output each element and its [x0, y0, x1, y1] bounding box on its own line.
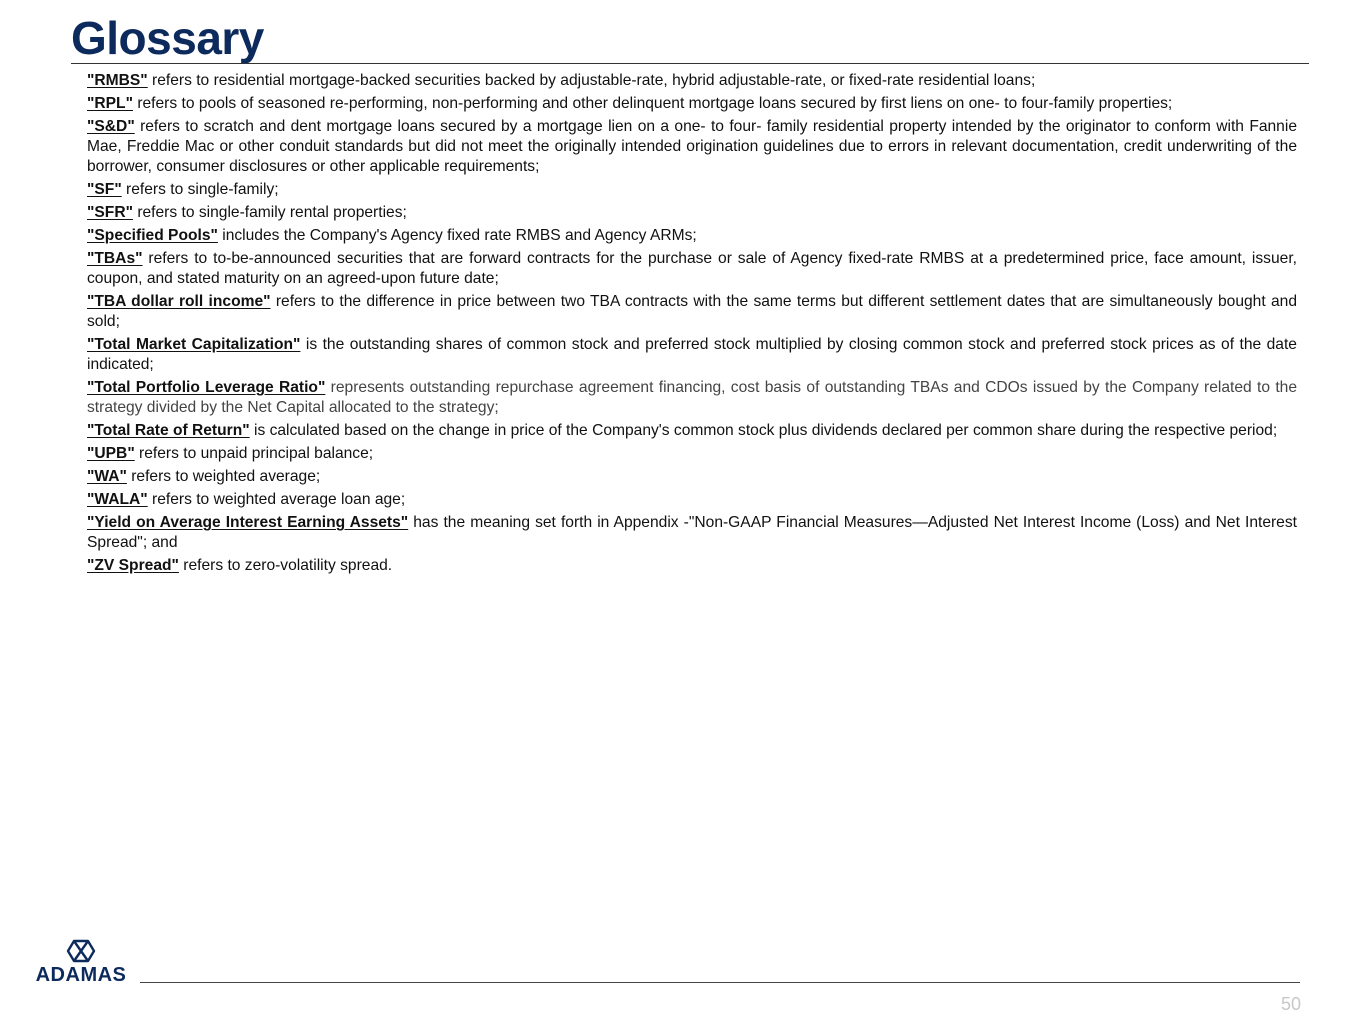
glossary-definition: refers to single-family rental properties;	[132, 204, 407, 221]
glossary-term[interactable]: "ZV Spread"	[87, 557, 179, 574]
glossary-definition: refers to unpaid principal balance;	[134, 445, 374, 462]
glossary-entry-sfr	[87, 203, 1297, 223]
glossary-entry-upb	[87, 444, 1297, 464]
glossary-term[interactable]: "UPB"	[87, 445, 135, 462]
glossary-definition: refers to pools of seasoned re-performing, non-performing and other delinquent mortgage loans secured by first liens on one- to four-family properties;	[132, 95, 1173, 112]
company-logo	[26, 938, 136, 988]
page-number: 50	[1280, 994, 1301, 1014]
glossary-definition: is calculated based on the change in price of the Company's common stock plus dividends declared per common share during the respective period;	[249, 422, 1278, 439]
glossary-entry-zv-spread	[87, 556, 1297, 576]
glossary-term[interactable]: "WALA"	[87, 491, 148, 508]
glossary-entry-wala	[87, 490, 1297, 510]
glossary-entry-tba-dollar-roll-income	[87, 292, 1297, 332]
glossary-term[interactable]: "RMBS"	[87, 72, 148, 89]
glossary-definition: refers to single-family;	[121, 181, 279, 198]
glossary-definition: refers to weighted average loan age;	[147, 491, 406, 508]
glossary-definition: refers to zero-volatility spread.	[178, 557, 393, 574]
glossary-entry-total-rate-of-return	[87, 421, 1297, 441]
glossary-entry-total-portfolio-leverage-ratio	[87, 378, 1297, 418]
glossary-definition: refers to residential mortgage-backed securities backed by adjustable-rate, hybrid adjustable-rate, or fixed-rate residential loans;	[147, 72, 1036, 89]
glossary-definition: refers to the difference in price between two TBA contracts with the same terms but different settlement dates that are simultaneously bought and sold;	[87, 293, 1298, 330]
page-title: Glossary	[71, 12, 264, 64]
glossary-definition: refers to scratch and dent mortgage loans secured by a mortgage lien on a one- to four- family residential property intended by the originator to conform with Fannie Mae, Freddie Mac or other conduit standards but did not meet the originally intended origination guidelines due to errors in relevant documentation, credit underwriting of the borrower, consumer disclosures or other applicable requirements;	[87, 118, 1297, 175]
footer-divider	[140, 982, 1300, 983]
glossary-list	[87, 71, 1297, 579]
glossary-entry-wa	[87, 467, 1297, 487]
glossary-term[interactable]: "Total Rate of Return"	[87, 422, 250, 439]
glossary-term[interactable]: "TBAs"	[87, 250, 143, 267]
glossary-definition: has the meaning set forth in Appendix -"Non-GAAP Financial Measures—Adjusted Net Interest Income (Loss) and Net Interest Spread"; and	[87, 514, 1297, 551]
glossary-term[interactable]: "Specified Pools"	[87, 227, 218, 244]
glossary-definition: refers to to-be-announced securities that are forward contracts for the purchase or sale of Agency fixed-rate RMBS at a predetermined price, face amount, issuer, coupon, and stated maturity on an agreed-upon future date;	[87, 250, 1297, 287]
glossary-entry-total-market-capitalization	[87, 335, 1297, 375]
glossary-term[interactable]: "RPL"	[87, 95, 133, 112]
glossary-entry-specified-pools	[87, 226, 1297, 246]
adamas-diamond-logo-icon	[63, 938, 99, 964]
glossary-definition: is the outstanding shares of common stock and preferred stock multiplied by closing common stock and preferred stock prices as of the date indicated;	[87, 336, 1297, 373]
glossary-term[interactable]: "TBA dollar roll income"	[87, 293, 271, 310]
glossary-term[interactable]: "Yield on Average Interest Earning Assets"	[87, 514, 409, 531]
glossary-entry-tbas	[87, 249, 1297, 289]
glossary-term[interactable]: "Total Market Capitalization"	[87, 336, 301, 353]
glossary-term[interactable]: "S&D"	[87, 118, 135, 135]
glossary-term[interactable]: "SF"	[87, 181, 122, 198]
glossary-definition: represents outstanding repurchase agreement financing, cost basis of outstanding TBAs and CDOs issued by the Company related to the strategy divided by the Net Capital allocated to the strategy;	[87, 379, 1298, 416]
glossary-entry-rmbs	[87, 71, 1297, 91]
glossary-term[interactable]: "WA"	[87, 468, 127, 485]
glossary-definition: includes the Company's Agency fixed rate RMBS and Agency ARMs;	[217, 227, 697, 244]
logo-wordmark: ADAMAS	[35, 964, 127, 986]
title-divider	[71, 63, 1309, 64]
glossary-entry-yield-on-average-interest-earning-assets	[87, 513, 1297, 553]
glossary-term[interactable]: "SFR"	[87, 204, 133, 221]
glossary-term[interactable]: "Total Portfolio Leverage Ratio"	[87, 379, 326, 396]
glossary-entry-s-and-d	[87, 117, 1297, 177]
glossary-entry-rpl	[87, 94, 1297, 114]
glossary-definition: refers to weighted average;	[126, 468, 321, 485]
glossary-entry-sf	[87, 180, 1297, 200]
